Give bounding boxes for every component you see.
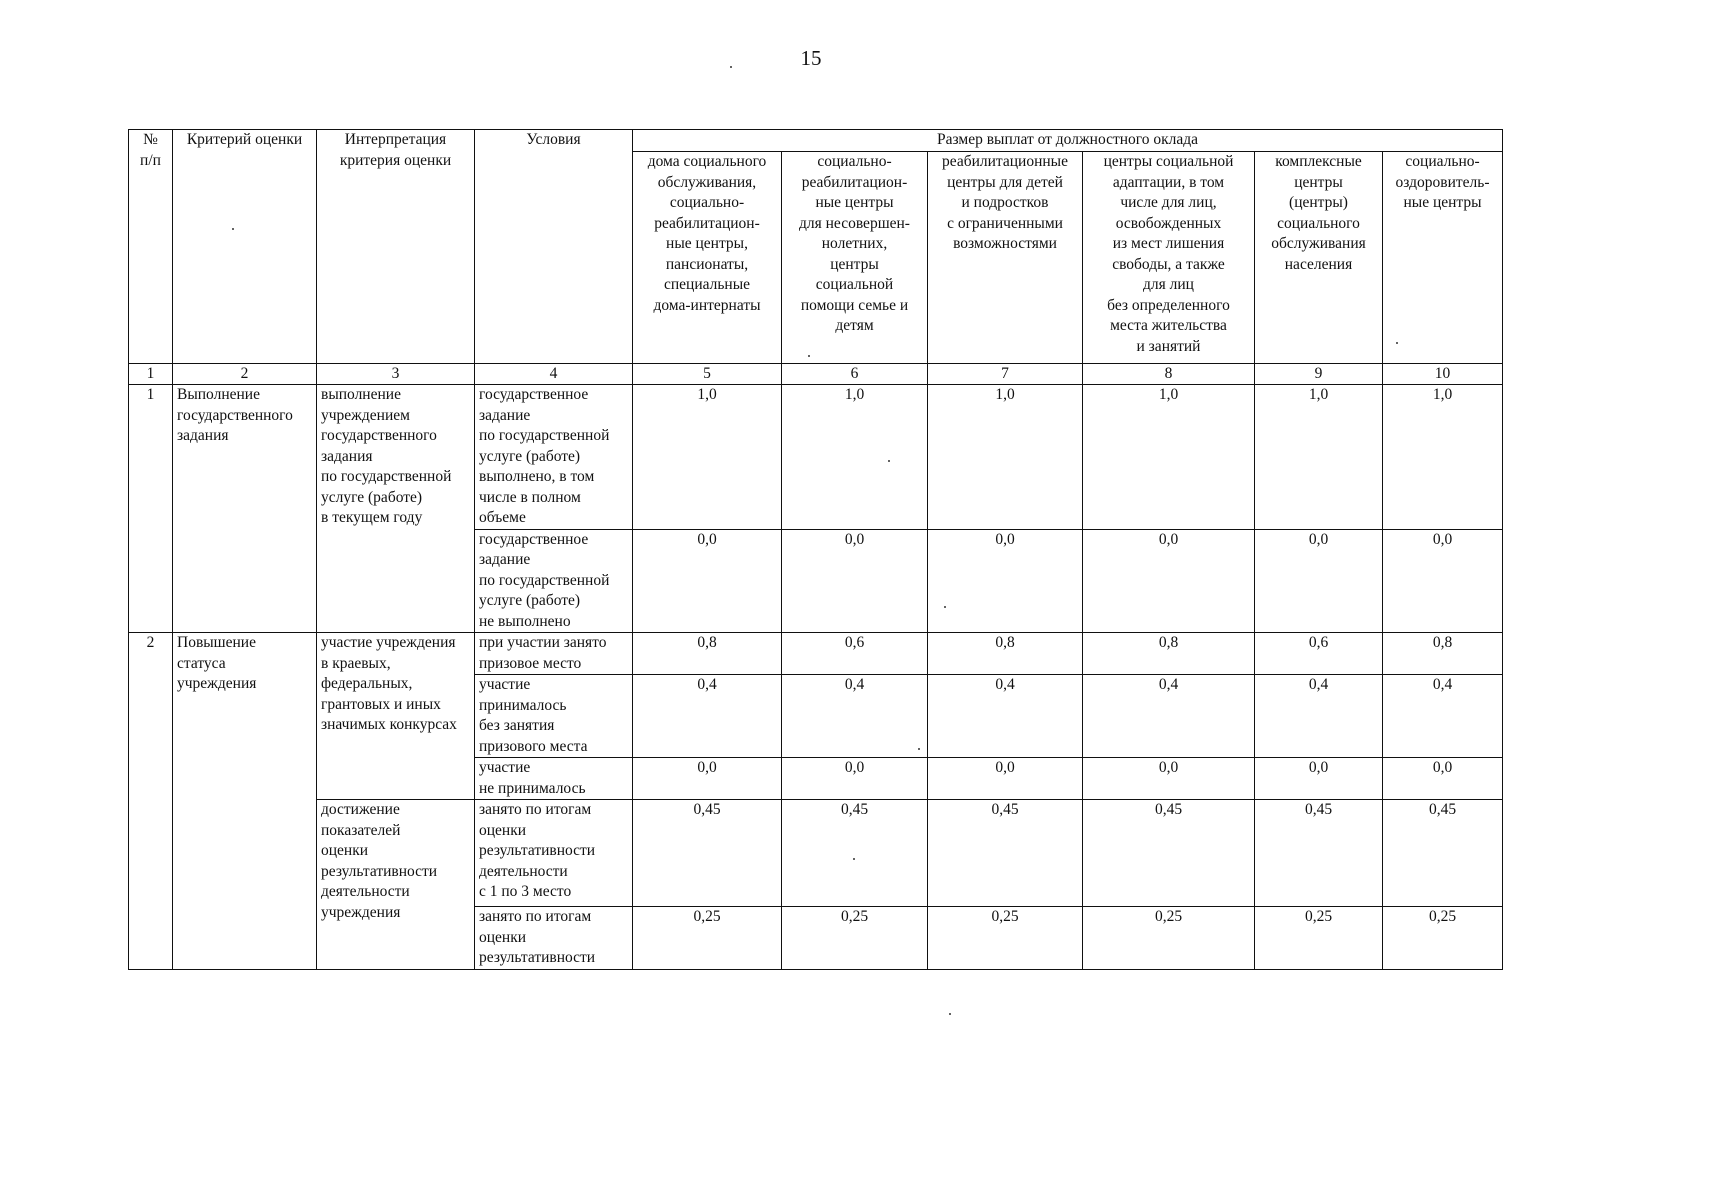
col-number: 3 [317,364,475,385]
value-cell: 0,4 [1083,675,1255,758]
value-cell: 0,6 [782,633,928,675]
scan-speck [232,228,234,230]
payments-table [128,129,1503,970]
row-interpretation: участие учреждения в краевых, федеральных, грантовых и иных значимых конкурсах [317,633,475,800]
value-cell: 0,0 [1255,529,1383,633]
row-interpretation: достижение показателей оценки результативности деятельности учреждения [317,800,475,970]
value-cell: 0,45 [1083,800,1255,907]
col-number: 7 [928,364,1083,385]
row-condition: государственное задание по государственной услуге (работе) выполнено, в том числе в полном объеме [475,385,633,530]
table-row [129,385,1503,530]
value-cell: 0,25 [633,907,782,970]
column-number-row [129,364,1503,385]
value-cell: 0,45 [782,800,928,907]
scan-speck [944,606,946,608]
value-cell: 0,25 [1255,907,1383,970]
value-cell: 0,45 [1383,800,1503,907]
value-cell: 0,6 [1255,633,1383,675]
header-interpretation: Интерпретация критерия оценки [317,130,475,364]
header-col-7: реабилитационные центры для детей и подростков с ограниченными возможностями [928,152,1083,364]
value-cell: 1,0 [782,385,928,530]
value-cell: 0,0 [633,758,782,800]
value-cell: 0,8 [1383,633,1503,675]
row-condition: занято по итогам оценки результативности деятельности с 1 по 3 место [475,800,633,907]
value-cell: 0,4 [1383,675,1503,758]
value-cell: 0,0 [1383,529,1503,633]
header-col-8: центры социальной адаптации, в том числе для лиц, освобожденных из мест лишения свободы, а также для лиц без определенного места жительства и занятий [1083,152,1255,364]
header-col-6: социально- реабилитацион- ные центры для несовершен- нолетних, центры социальной помощи семье и детям [782,152,928,364]
row-condition: занято по итогам оценки результативности [475,907,633,970]
value-cell: 0,8 [633,633,782,675]
col-number: 10 [1383,364,1503,385]
value-cell: 1,0 [633,385,782,530]
value-cell: 0,8 [1083,633,1255,675]
row-condition: при участии занято призовое место [475,633,633,675]
scan-speck [1396,342,1398,344]
value-cell: 0,0 [928,758,1083,800]
value-cell: 0,25 [1083,907,1255,970]
row-interpretation: выполнение учреждением государственного задания по государственной услуге (работе) в текущем году [317,385,475,633]
col-number: 1 [129,364,173,385]
value-cell: 0,4 [1255,675,1383,758]
value-cell: 1,0 [1383,385,1503,530]
value-cell: 0,45 [633,800,782,907]
row-condition: участие не принималось [475,758,633,800]
header-col-5: дома социального обслуживания, социально- реабилитацион- ные центры, пансионаты, специальные дома-интернаты [633,152,782,364]
scan-speck [949,1013,951,1015]
row-criterion: Выполнение государственного задания [173,385,317,633]
value-cell: 1,0 [1083,385,1255,530]
value-cell: 1,0 [1255,385,1383,530]
value-cell: 0,25 [928,907,1083,970]
col-number: 6 [782,364,928,385]
table-row [129,633,1503,675]
scan-speck [730,66,732,68]
header-num: № п/п [129,130,173,364]
value-cell: 0,45 [928,800,1083,907]
value-cell: 0,4 [633,675,782,758]
header-payments-group: Размер выплат от должностного оклада [633,130,1503,152]
row-condition: участие принималось без занятия призового места [475,675,633,758]
value-cell: 0,0 [782,758,928,800]
scan-speck [888,460,890,462]
value-cell: 0,0 [1255,758,1383,800]
row-num: 2 [129,633,173,970]
col-number: 9 [1255,364,1383,385]
value-cell: 0,8 [928,633,1083,675]
table-row [129,800,1503,907]
scan-speck [808,355,810,357]
value-cell: 0,0 [1383,758,1503,800]
scan-speck [918,748,920,750]
value-cell: 0,25 [782,907,928,970]
row-condition: государственное задание по государственной услуге (работе) не выполнено [475,529,633,633]
header-conditions: Условия [475,130,633,364]
value-cell: 0,0 [928,529,1083,633]
col-number: 5 [633,364,782,385]
value-cell: 0,0 [1083,529,1255,633]
value-cell: 0,0 [782,529,928,633]
row-criterion: Повышение статуса учреждения [173,633,317,970]
page-number: 15 [800,46,822,70]
value-cell: 1,0 [928,385,1083,530]
col-number: 8 [1083,364,1255,385]
row-num: 1 [129,385,173,633]
header-row [129,130,1503,152]
value-cell: 0,25 [1383,907,1503,970]
col-number: 2 [173,364,317,385]
header-col-10: социально- оздоровитель- ные центры [1383,152,1503,364]
value-cell: 0,45 [1255,800,1383,907]
header-criterion: Критерий оценки [173,130,317,364]
value-cell: 0,4 [782,675,928,758]
value-cell: 0,4 [928,675,1083,758]
col-number: 4 [475,364,633,385]
value-cell: 0,0 [633,529,782,633]
value-cell: 0,0 [1083,758,1255,800]
scan-speck [853,858,855,860]
header-col-9: комплексные центры (центры) социального обслуживания населения [1255,152,1383,364]
